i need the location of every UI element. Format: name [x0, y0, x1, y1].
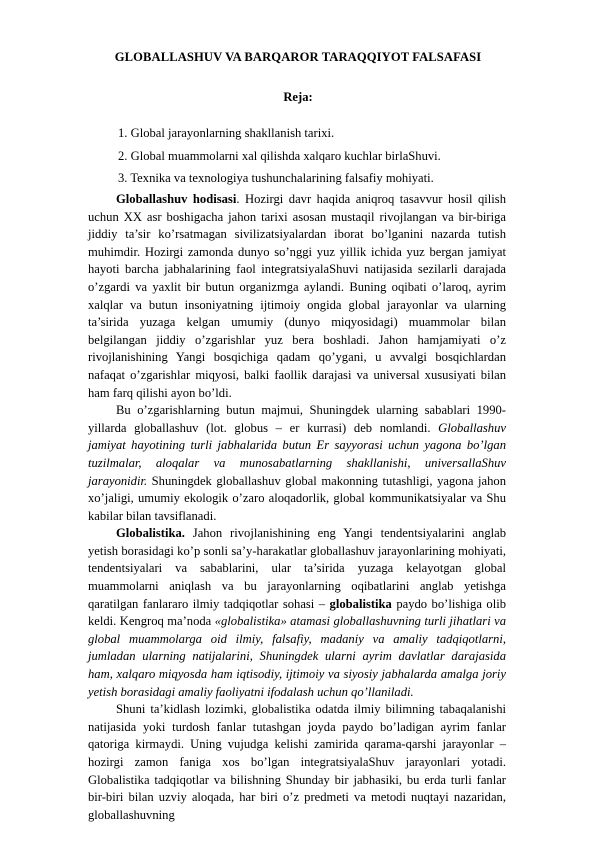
- paragraph-globalistika: [88, 525, 506, 701]
- paragraph-lead: Globallashuv hodisasi: [116, 192, 237, 206]
- plan-list: [118, 125, 441, 193]
- paragraph-italic-definition: Globallashuv jamiyat hayotining turli jabhalarida butun Er sayyorasi uchun yagona bo’lgan tuzilmalar, aloqalar va munosabatlarning shakllanishi, universallaShuv jarayonidir.: [88, 420, 506, 488]
- plan-item: 3. Texnika va texnologiya tushunchalarining falsafiy mohiyati.: [118, 171, 434, 185]
- plan-item: 2. Global muammolarni xal qilishda xalqaro kuchlar birlaShuvi.: [118, 148, 441, 163]
- paragraph-text: Shuni ta’kidlash lozimki, globalistika odatda ilmiy bilimning tabaqalanishi natijasida yoki turdosh fanlar tutashgan joyda paydo bo’ladigan ayrim fanlar qatoriga kirmaydi. Uning vujudga kelishi zamirida qarama-qarshi jarayonlar – hozirgi zamon faniga xos bo’lgan integratsiyalaShuv jarayonlari yotadi. Globalistika tadqiqotlar va bilishning Shunday bir jabhasiki, bu erda turli fanlar bir-biri bilan uzviy aloqada, har biri o’z predmeti va metodi nuqtayi nazaridan, globallashuvning: [88, 702, 506, 822]
- paragraph-text: Shuningdek globallashuv global makonning tutashligi, yagona jahon xo’jaligi, umumiy ekologik o’zaro aloqadorlik, global kommunikatsiyalar va Shu kabilar bilan tavsiflanadi.: [88, 473, 506, 523]
- paragraph-lead: Globalistika.: [116, 526, 185, 541]
- body-text: [88, 191, 506, 824]
- paragraph-text: paydo bo’lishiga olib keldi. Kengroq ma’noda: [88, 596, 506, 629]
- paragraph-bold-term: globalistika: [329, 596, 392, 611]
- plan-heading: Reja:: [283, 90, 313, 104]
- paragraph-text: Jahon rivojlanishining eng Yangi tendentsiyalarini anglab yetish borasidagi ko’p sonli sa’y-harakatlar globallashuv jarayonlarining mohiyati, tendentsiyalari va sabablarini, ular ta’sirida yuzaga kelayotgan global muammolarni aniqlash va bu jarayonlarning oqibatlarini anglab yetishga qaratilgan fanlararo ilmiy tadqiqotlar sohasi –: [88, 526, 506, 611]
- plan-item: 1. Global jarayonlarning shakllanish tarixi.: [118, 126, 335, 140]
- paragraph-globallashuv: [88, 191, 506, 402]
- paragraph-text: Bu o’zgarishlarning butun majmui, Shuningdek ularning sabablari 1990-yillarda globallashuv (lot. globus – er kurrasi) deb nomlandi.: [88, 403, 506, 435]
- paragraph-italic-definition: «globalistika» atamasi globallashuvning turli jihatlari va global muammolarga oid ilmiy, falsafiy, madaniy va amaliy tadqiqotlarni, jumladan ularning natijalarini, Shuningdek ularni ayrim davlatlar darajasida ham, xalqaro miqyosda ham iqtisodiy, ijtimoiy va siyosiy jabhalarda amalga joriy yetish borasidagi amaliy faoliyatni ifodalash uchun qo’llaniladi.: [88, 614, 506, 699]
- paragraph-integration: [88, 701, 506, 824]
- paragraph-definition: [88, 402, 506, 525]
- page-title: GLOBALLASHUV VA BARQAROR TARAQQIYOT FALSAFASI: [114, 50, 482, 64]
- paragraph-text: . Hozirgi davr haqida aniqroq tasavvur hosil qilish uchun XX asr boshigacha jahon tarixi asosan mustaqil rivojlangan va bir-biriga jiddiy ta’sir ko’rsatmagan sivilizatsiyalardan iborat bo’lganini nazarda tutish muhimdir. Hozirgi zamonda dunyo so’nggi yuz yillik ichida yuz bergan jamiyat hayoti barcha jabhalarining faol integratsiyalaShuvi natijasida sezilarli darajada o’zgardi va yaxlit bir butun organizmga aylandi. Buning oqibati o’laroq, ayrim xalqlar va butun insoniyatning ijtimoiy ongida global jarayonlar va ularning ta’sirida yuzaga kelgan umumiy (dunyo miqyosidagi) muammolar bilan belgilangan jiddiy o’zgarishlar yuz bera boshladi. Jahon hamjamiyati o’z rivojlanishining Yangi bosqichiga qadam qo’ygani, u avvalgi bosqichlardan nafaqat o’zgarishlar miqyosi, balki faollik darajasi va universal xususiyati bilan ham farq qilishi ayon bo’ldi.: [88, 192, 506, 400]
